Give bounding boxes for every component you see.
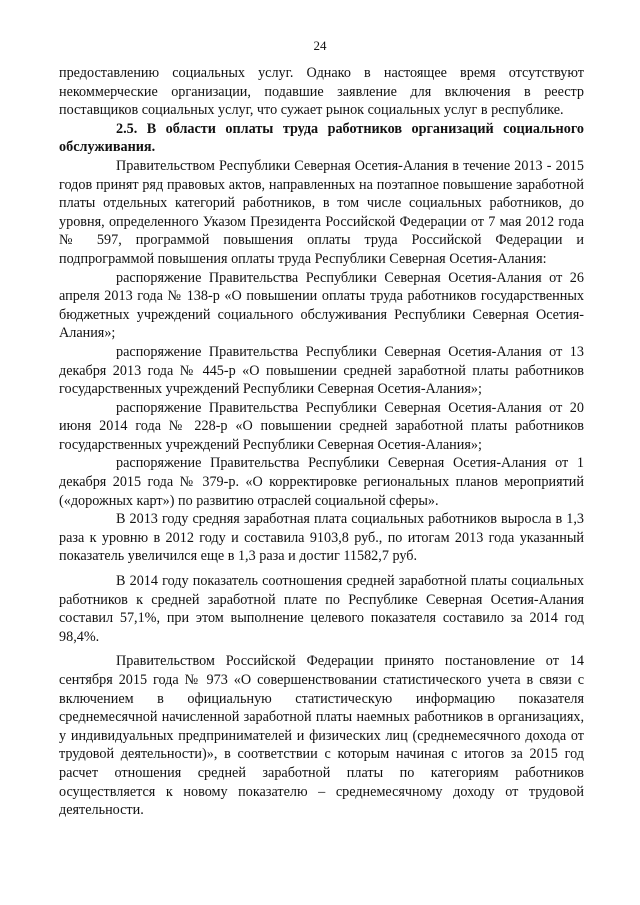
paragraph-order-379: распоряжение Правительства Республики Северная Осетия-Алания от 1 декабря 2015 года № 379-р. «О корректировке региональных планов мероприятий («дорожных карт») по развитию отраслей социальной сферы». [59,455,584,509]
paragraph-salary-2014: В 2014 году показатель соотношения средней заработной платы социальных работников к средней заработной плате по Республике Северная Осетия-Алания составил 57,1%, при этом выполнение целевого показателя составило за 2014 год 98,4%. [59,573,584,645]
paragraph-resolution-973: Правительством Российской Федерации принято постановление от 14 сентября 2015 года № 973 «О совершенствовании статистического учета в связи с включением в официальную статистическую информацию показателя среднемесячной начисленной заработной платы наемных работников в организациях, у индивидуальных предпринимателей и физических лиц (среднемесячного дохода от трудовой деятельности)», в соответствии с которым начиная с итогов за 2015 год расчет отношения средней заработной платы по категориям работников осуществляется к новому показателю – среднемесячному доходу от трудовой деятельности. [59,653,584,819]
paragraph-salary-2013: В 2013 году средняя заработная плата социальных работников выросла в 1,3 раза к уровню в 2012 году и составила 9103,8 руб., по итогам 2013 года указанный показатель увеличился еще в 1,3 раза и достиг 11582,7 руб. [59,511,584,565]
paragraph-order-445: распоряжение Правительства Республики Северная Осетия-Алания от 13 декабря 2013 года № 445-р «О повышении средней заработной платы работников государственных учреждений Республики Северная Осетия-Алания»; [59,343,584,398]
page-number: 24 [313,38,327,53]
section-heading: 2.5. В области оплаты труда работников организаций социального обслуживания. [59,120,584,156]
document-body [59,64,584,820]
paragraph-order-138: распоряжение Правительства Республики Северная Осетия-Алания от 26 апреля 2013 года № 138-р «О повышении оплаты труда работников государственных бюджетных учреждений социального обслуживания Республики Северная Осетия-Алания»; [59,269,584,342]
paragraph-legal-acts-intro: Правительством Республики Северная Осетия-Алания в течение 2013 - 2015 годов принят ряд правовых актов, направленных на поэтапное повышение заработной платы отдельных категорий работников, в том числе социальных работников, до уровня, определенного Указом Президента Российской Федерации от 7 мая 2012 года № 597, программой повышения оплаты труда Российской Федерации и подпрограммой повышения оплаты труда Республики Северная Осетия-Алания: [59,157,584,267]
paragraph-continuation: предоставлению социальных услуг. Однако в настоящее время отсутствуют некоммерческие организации, подавшие заявление для включения в реестр поставщиков социальных услуг, что сужает рынок социальных услуг в республике. [59,65,584,119]
paragraph-order-228: распоряжение Правительства Республики Северная Осетия-Алания от 20 июня 2014 года № 228-р «О повышении средней заработной платы работников государственных учреждений Республики Северная Осетия-Алания»; [59,399,584,453]
